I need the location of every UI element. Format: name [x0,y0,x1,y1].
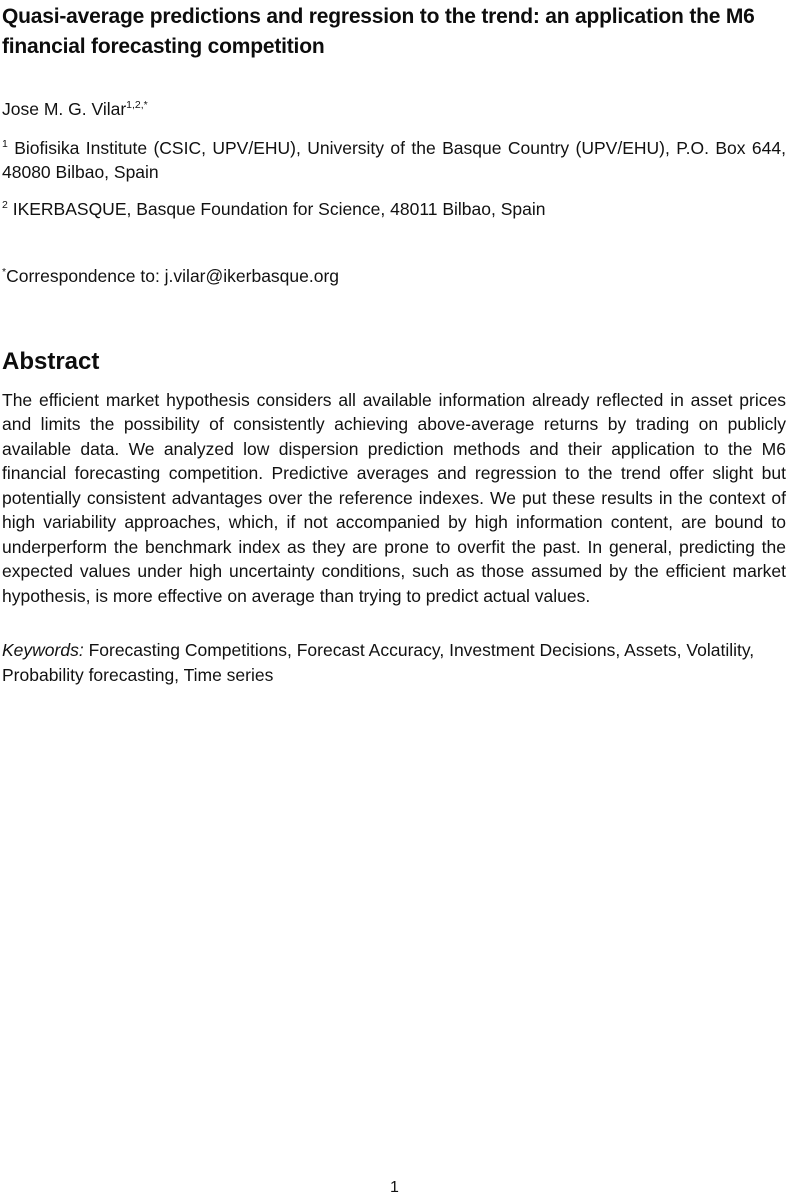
author-affiliation-markers: 1,2,* [126,99,148,112]
affiliation-1-marker: 1 [2,137,8,150]
affiliation-1 [2,136,786,185]
affiliation-2-marker: 2 [2,198,8,211]
correspondence-marker: * [2,266,7,279]
author-line [2,97,786,122]
affiliation-1-text: Biofisika Institute (CSIC, UPV/EHU), University of the Basque Country (UPV/EHU), P.O. Box 644, 48080 Bilbao, Spain [2,137,786,182]
paper-title-line-2: financial forecasting competition [2,35,325,58]
paper-title-line-1: Quasi-average predictions and regression to the trend: an application the M6 [2,5,755,28]
correspondence-email: j.vilar@ikerbasque.org [164,266,340,286]
page-number: 1 [390,1179,399,1196]
affiliation-2 [2,197,786,222]
author-name: Jose M. G. Vilar [2,99,127,119]
paper-title [2,2,786,62]
correspondence-label: Correspondence to: [6,266,165,286]
keywords-label: Keywords: [2,640,84,660]
correspondence-line [2,264,786,289]
affiliation-2-text: IKERBASQUE, Basque Foundation for Science, 48011 Bilbao, Spain [7,198,546,219]
abstract-heading: Abstract [2,347,100,375]
keywords-text: Forecasting Competitions, Forecast Accuracy, Investment Decisions, Assets, Volatility, Probability forecasting, Time series [2,640,755,685]
keywords-line [2,638,786,687]
abstract-text: The efficient market hypothesis considers all available information already reflected in asset prices and limits the possibility of consistently achieving above-average returns by trading on publicly available data. We analyzed low dispersion prediction methods and their application to the M6 financial forecasting competition. Predictive averages and regression to the trend offer slight but potentially consistent advantages over the reference indexes. We put these results in the context of high variability approaches, which, if not accompanied by high information content, are bound to underperform the benchmark index as they are prone to overfit the past. In general, predicting the expected values under high uncertainty conditions, such as those assumed by the efficient market hypothesis, is more effective on average than trying to predict actual values. [2,389,786,606]
